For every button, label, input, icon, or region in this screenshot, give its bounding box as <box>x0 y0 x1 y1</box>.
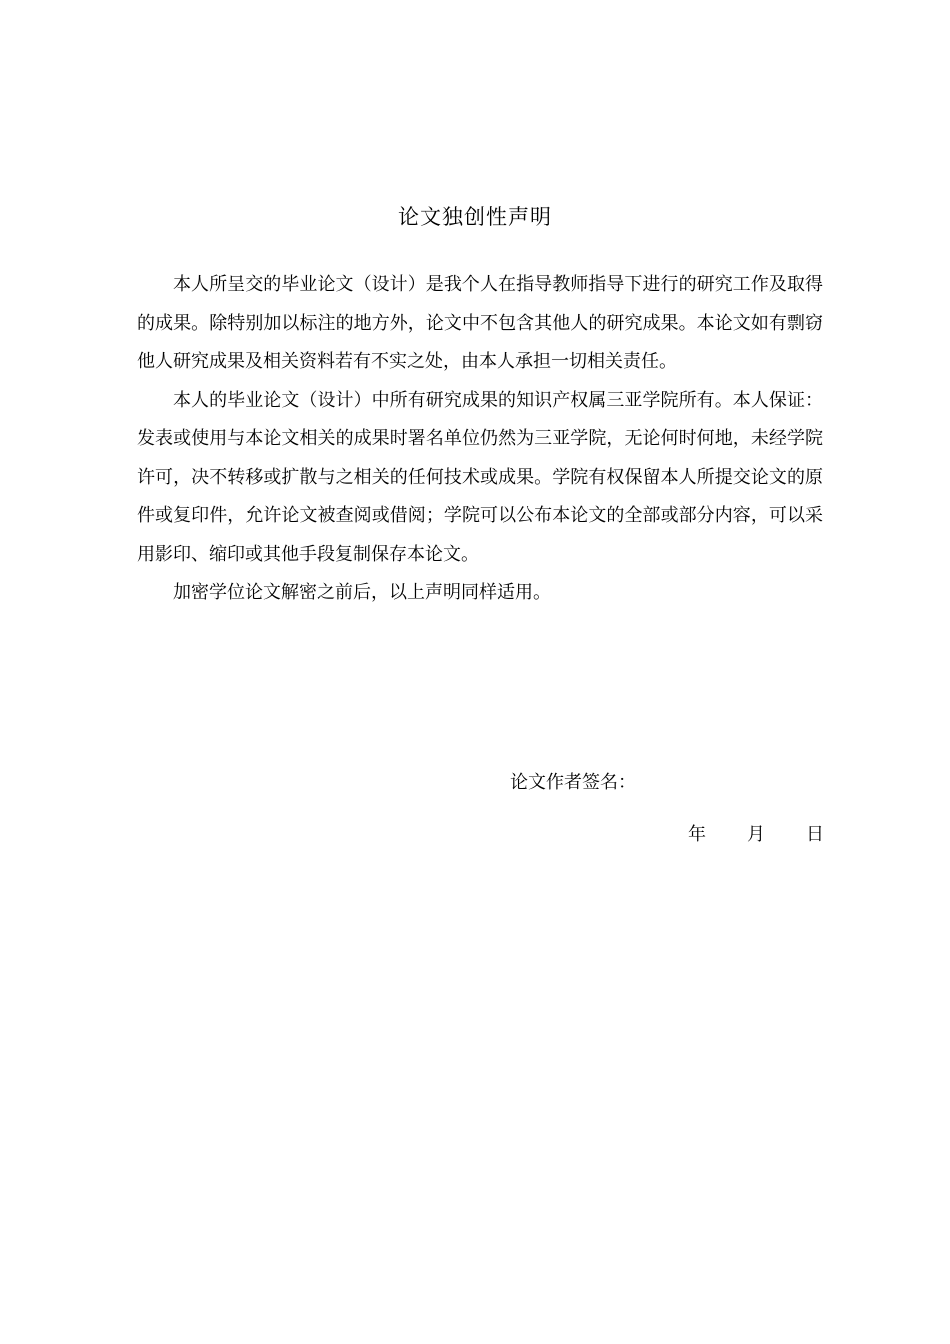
author-signature-label: 论文作者签名： <box>510 772 636 793</box>
paragraph-originality: 本人所呈交的毕业论文（设计）是我个人在指导教师指导下进行的研究工作及取得的成果。除特别加以标注的地方外，论文中不包含其他人的研究成果。本论文如有剽窃他人研究成果及相关资料若有不实之处，由本人承担一切相关责任。 <box>137 274 823 372</box>
page-title: 论文独创性声明 <box>398 205 552 229</box>
paragraph-intellectual-property: 本人的毕业论文（设计）中所有研究成果的知识产权属三亚学院所有。本人保证：发表或使用与本论文相关的成果时署名单位仍然为三亚学院，无论何时何地，未经学院许可，决不转移或扩散与之相关的任何技术或成果。学院有权保留本人所提交论文的原件或复印件，允许论文被查阅或借阅；学院可以公布本论文的全部或部分内容，可以采用影印、缩印或其他手段复制保存本论文。 <box>137 389 823 565</box>
date-day: 日 <box>806 824 824 845</box>
date-year: 年 <box>688 824 706 845</box>
declaration-body <box>137 266 823 613</box>
date-line <box>688 820 824 850</box>
paragraph-encryption: 加密学位论文解密之前后，以上声明同样适用。 <box>173 582 551 603</box>
date-month: 月 <box>747 824 765 845</box>
